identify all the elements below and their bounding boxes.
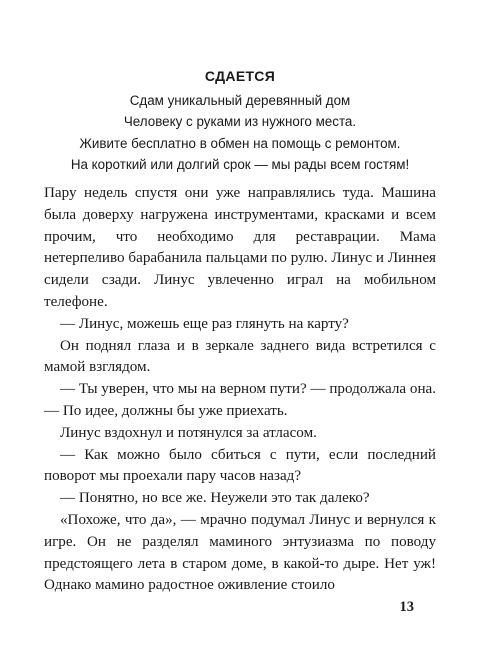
paragraph: — Как можно было сбиться с пути, если последний поворот мы проехали пару часов назад?: [44, 446, 436, 485]
rental-advert: [0, 66, 480, 176]
paragraph: Линус вздохнул и потянулся за атласом.: [60, 424, 317, 441]
paragraph: Пару недель спустя они уже направлялись туда. Машина была доверху нагружена инструментами, красками и всем прочим, что необходимо для реставрации. Мама нетерпеливо барабанила пальцами по рулю. Линус и Линнея сидели сзади. Линус увлеченно играл на мобильном телефоне.: [44, 185, 436, 310]
paragraph: Он поднял глаза и в зеркале заднего вида встретился с мамой взглядом.: [44, 337, 436, 376]
page-number: 13: [399, 599, 414, 615]
story-text: [44, 183, 436, 597]
paragraph: — Линус, можешь еще раз глянуть на карту?: [60, 315, 349, 332]
paragraph: — Понятно, но все же. Неужели это так далеко?: [60, 490, 370, 507]
advert-line: Сдам уникальный деревянный дом: [129, 92, 351, 108]
paragraph: — Ты уверен, что мы на верном пути? — продолжала она. — По идее, должны бы уже приехать.: [44, 381, 436, 419]
advert-line: Живите бесплатно в обмен на помощь с ремонтом.: [79, 135, 401, 151]
advert-line: Человеку с руками из нужного места.: [123, 114, 357, 129]
advert-title: СДАЕТСЯ: [204, 68, 276, 84]
paragraph: «Похоже, что да», — мрачно подумал Линус и вернулся к игре. Он не разделял маминого энтузиазма по поводу предстоящего лета в старом доме, в какой-то дыре. Нет уж! Однако мамино радостное оживление стоило: [44, 511, 436, 594]
advert-line: На короткий или долгий срок — мы рады всем гостям!: [70, 157, 410, 172]
